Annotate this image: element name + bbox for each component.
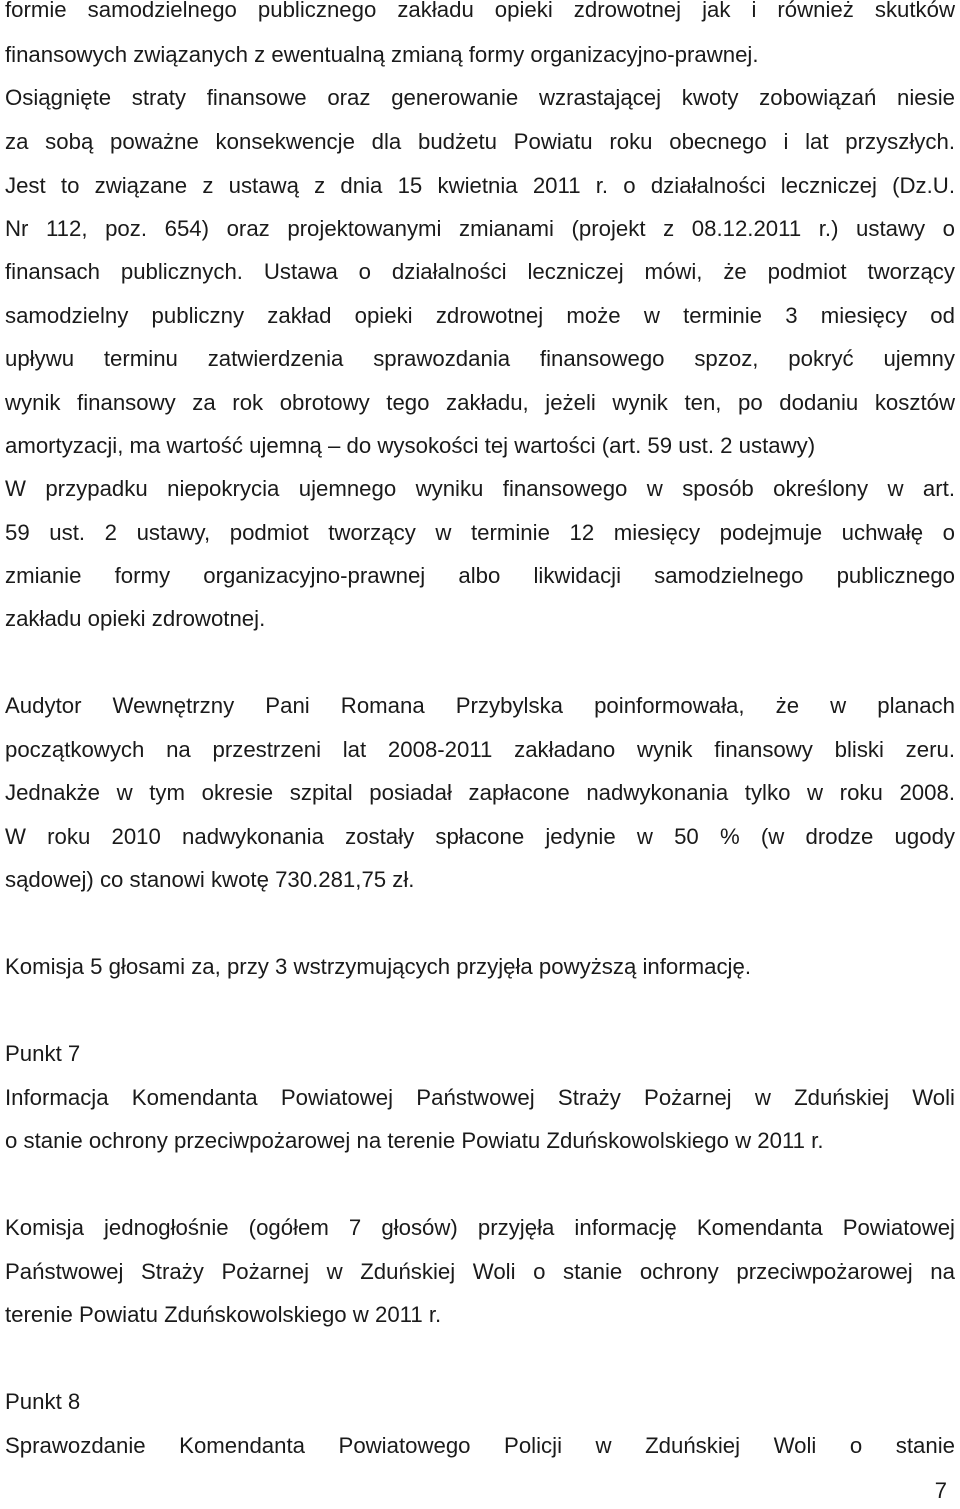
text-line: Sprawozdanie Komendanta Powiatowego Policji w Zduńskiej Woli o stanie [5, 1433, 955, 1458]
text-line: samodzielny publiczny zakład opieki zdrowotnej może w terminie 3 miesięcy od [5, 303, 955, 328]
text-line: Komisja 5 głosami za, przy 3 wstrzymujących przyjęła powyższą informację. [5, 954, 751, 979]
text-line: Państwowej Straży Pożarnej w Zduńskiej Woli o stanie ochrony przeciwpożarowej na [5, 1259, 955, 1284]
text-line: W przypadku niepokrycia ujemnego wyniku finansowego w sposób określony w art. [5, 476, 955, 501]
text-line: Audytor Wewnętrzny Pani Romana Przybylska poinformowała, że w planach [5, 693, 955, 718]
text-line: zakładu opieki zdrowotnej. [5, 606, 266, 631]
text-line: amortyzacji, ma wartość ujemną – do wysokości tej wartości (art. 59 ust. 2 ustawy) [5, 433, 816, 458]
text-line: 59 ust. 2 ustawy, podmiot tworzący w terminie 12 miesięcy podejmuje uchwałę o [5, 520, 955, 545]
text-line: Nr 112, poz. 654) oraz projektowanymi zmianami (projekt z 08.12.2011 r.) ustawy o [5, 216, 955, 241]
text-line: Punkt 7 [5, 1041, 81, 1066]
text-line: finansach publicznych. Ustawa o działalności leczniczej mówi, że podmiot tworzący [5, 259, 955, 284]
text-line: Komisja jednogłośnie (ogółem 7 głosów) przyjęła informację Komendanta Powiatowej [5, 1215, 955, 1240]
text-line: Jest to związane z ustawą z dnia 15 kwietnia 2011 r. o działalności leczniczej (Dz.U. [5, 173, 955, 198]
text-line: terenie Powiatu Zduńskowolskiego w 2011 r. [5, 1302, 442, 1327]
text-line: W roku 2010 nadwykonania zostały spłacone jedynie w 50 % (w drodze ugody [5, 824, 955, 849]
text-line: Jednakże w tym okresie szpital posiadał zapłacone nadwykonania tylko w roku 2008. [5, 780, 955, 805]
text-line: Osiągnięte straty finansowe oraz generowanie wzrastającej kwoty zobowiązań niesie [5, 85, 955, 110]
text-line: sądowej) co stanowi kwotę 730.281,75 zł. [5, 867, 415, 892]
text-line: zmianie formy organizacyjno-prawnej albo likwidacji samodzielnego publicznego [5, 563, 955, 588]
text-line: upływu terminu zatwierdzenia sprawozdania finansowego spzoz, pokryć ujemny [5, 346, 955, 371]
text-line: za sobą poważne konsekwencje dla budżetu Powiatu roku obecnego i lat przyszłych. [5, 129, 955, 154]
text-line: o stanie ochrony przeciwpożarowej na terenie Powiatu Zduńskowolskiego w 2011 r. [5, 1128, 824, 1153]
text-line: początkowych na przestrzeni lat 2008-2011 zakładano wynik finansowy bliski zeru. [5, 737, 955, 762]
text-line: finansowych związanych z ewentualną zmianą formy organizacyjno-prawnej. [5, 42, 759, 67]
page-number: 7 [934, 1478, 947, 1503]
text-line: wynik finansowy za rok obrotowy tego zakładu, jeżeli wynik ten, po dodaniu kosztów [5, 390, 955, 415]
document-page [5, 0, 955, 1509]
text-line: formie samodzielnego publicznego zakładu opieki zdrowotnej jak i również skutków [5, 0, 955, 22]
text-line: Punkt 8 [5, 1389, 81, 1414]
text-line: Informacja Komendanta Powiatowej Państwowej Straży Pożarnej w Zduńskiej Woli [5, 1085, 955, 1110]
